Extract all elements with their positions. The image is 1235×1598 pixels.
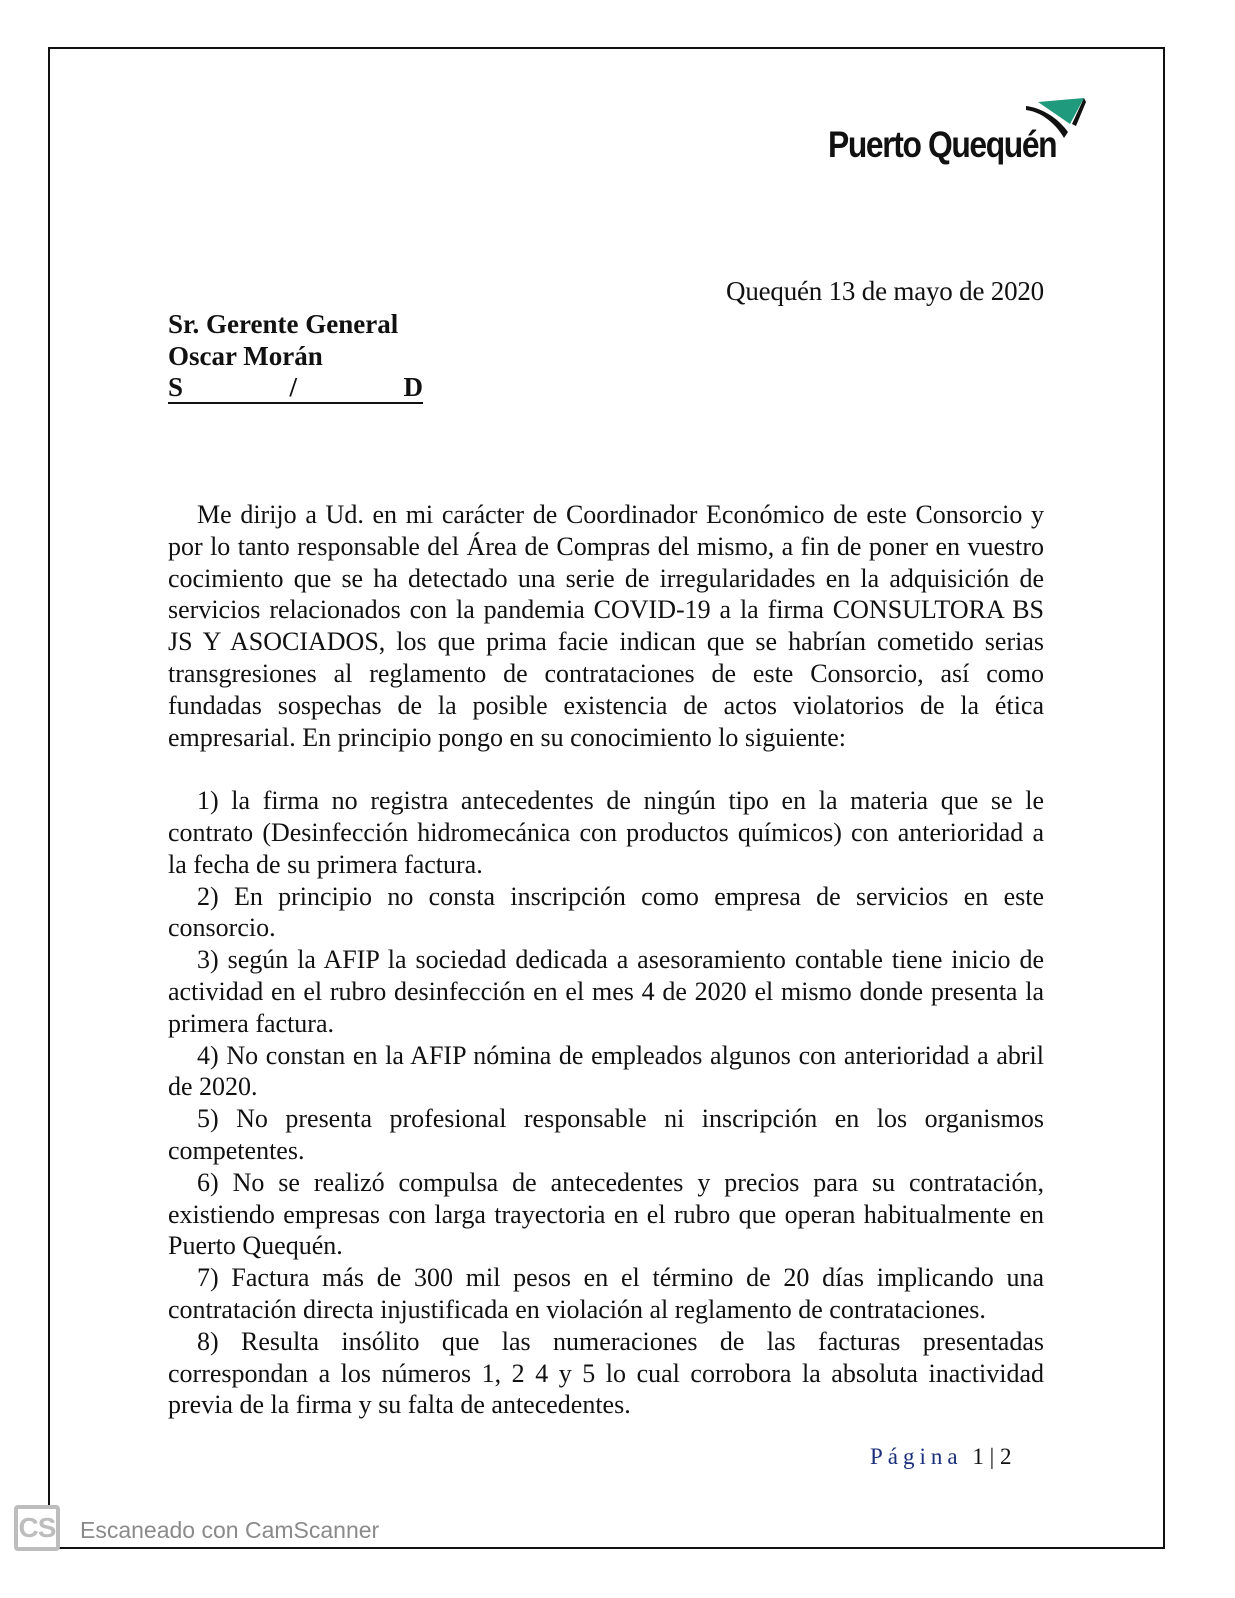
recipient-block [168,308,423,404]
camscanner-caption: Escaneado con CamScanner [80,1517,380,1543]
logo-text: Puerto Quequén [828,124,1057,165]
recipient-title: Sr. Gerente General [168,309,399,339]
sd-left: S [168,372,184,402]
page-label: Página [870,1444,963,1469]
sd-salutation [168,372,423,404]
list-item: 5) No presenta profesional responsable ni inscripción en los organismos competentes. [168,1104,1044,1165]
camscanner-icon: CS [14,1505,60,1551]
list-item: 4) No constan en la AFIP nómina de empleados algunos con anterioridad a abril de 2020. [168,1040,1044,1102]
page-count: 1 | 2 [972,1444,1012,1469]
sd-right: D [403,372,423,402]
sd-slash: / [289,372,298,402]
list-item: 8) Resulta insólito que las numeraciones de las facturas presentadas correspondan a los números 1, 2 4 y 5 lo cual corrobora la absoluta inactividad previa de la firma y su falta de antecedentes. [168,1326,1044,1420]
list-item: 6) No se realizó compulsa de antecedentes y precios para su contratación, existiendo empresas con larga trayectoria en el rubro que operan habitualmente en Puerto Quequén. [168,1167,1044,1261]
letter-body [168,499,1044,1421]
puerto-quequen-logo [826,98,1088,170]
list-item: 3) según la AFIP la sociedad dedicada a asesoramiento contable tiene inicio de actividad en el rubro desinfección en el mes 4 de 2020 el mismo donde presenta la primera factura. [168,945,1044,1038]
page-number [870,1444,1011,1470]
list-item: 7) Factura más de 300 mil pesos en el término de 20 días implicando una contratación directa injustificada en violación al reglamento de contrataciones. [168,1263,1044,1324]
list-item: 1) la firma no registra antecedentes de ningún tipo en la materia que se le contrato (Desinfección hidromecánica con productos químicos) con anterioridad a la fecha de su primera factura. [168,786,1044,879]
intro-paragraph: Me dirijo a Ud. en mi carácter de Coordinador Económico de este Consorcio y por lo tanto responsable del Área de Compras del mismo, a fin de poner en vuestro cocimiento que se ha detectado una serie de irregularidades en la adquisición de servicios relacionados con la pandemia COVID-19 a la firma CONSULTORA BS JS Y ASOCIADOS, los que prima facie indican que se habrían cometido serias transgresiones al reglamento de contrataciones de este Consorcio, así como fundadas sospechas de la posible existencia de actos violatorios de la ética empresarial. En principio pongo en su conocimiento lo siguiente: [168,500,1044,752]
letter-date: Quequén 13 de mayo de 2020 [726,276,1044,306]
recipient-name: Oscar Morán [168,341,323,371]
list-item: 2) En principio no consta inscripción como empresa de servicios en este consorcio. [168,881,1044,943]
logo-sail-icon [1024,98,1086,142]
